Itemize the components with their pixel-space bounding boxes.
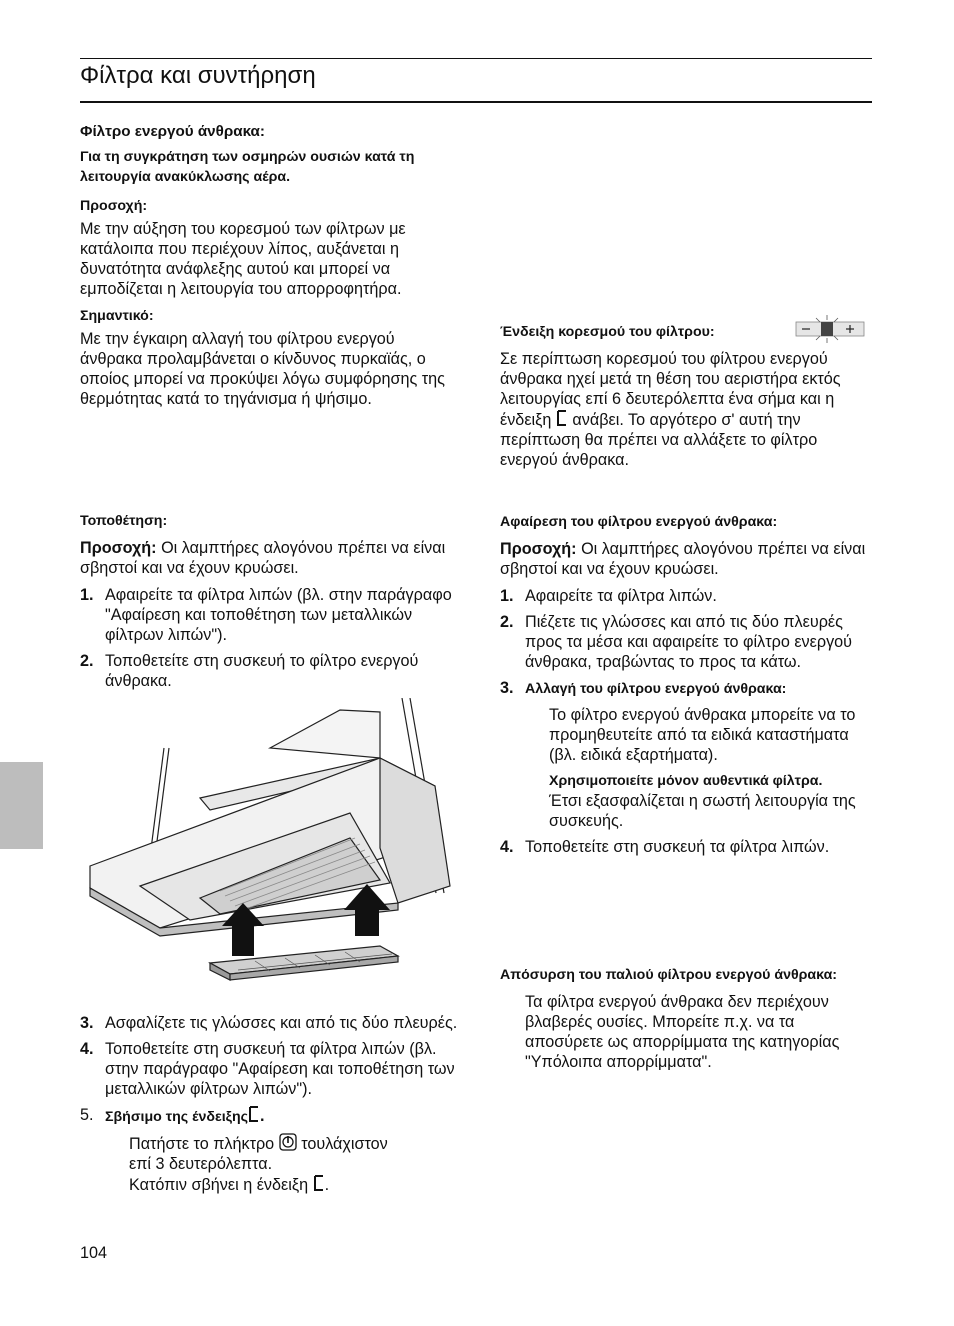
indicator-text-a: Σε περίπτωση κορεσμού του φίλτρου ενεργού άνθρακα ηχεί μετά τη θέση του αεριστήρα εκτός λειτουργίας επί 6 δευτερόλεπτα ένα σήμα και η ένδειξη — [500, 350, 841, 429]
list-item — [80, 1013, 460, 1033]
indicator-text-b: ανάβει. Το αργότερο σ' αυτή την περίπτωση θα πρέπει να αλλάξετε το φίλτρο ενεργού άνθρακα. — [500, 411, 818, 469]
disposal-text: Τα φίλτρα ενεργού άνθρακα δεν περιέχουν βλαβερές ουσίες. Μπορείτε π.χ. να τα αποσύρετε ως απορρίμματα της κατηγορίας "Υπόλοιπα απορρίμματα". — [525, 993, 840, 1071]
install-steps-b-section — [80, 1013, 460, 1195]
title-rule — [80, 101, 872, 103]
list-item — [500, 612, 872, 672]
install-caution-label: Προσοχή: — [80, 539, 157, 557]
step-text: Τοποθετείτε στη συσκευή το φίλτρο ενεργού άνθρακα. — [105, 652, 419, 690]
step-number: 3. — [80, 1014, 94, 1032]
indicator-heading: Ένδειξη κορεσμού του φίλτρου: — [500, 324, 715, 340]
removal-heading: Αφαίρεση του φίλτρου ενεργού άνθρακα: — [500, 514, 778, 530]
step-number: 5. — [80, 1106, 94, 1124]
step-number: 2. — [500, 613, 514, 631]
step5-body — [80, 1133, 460, 1195]
install-section — [80, 511, 460, 691]
list-item — [500, 586, 872, 606]
step5-line1 — [129, 1133, 460, 1154]
step-number: 3. — [500, 679, 514, 697]
list-item — [80, 585, 460, 645]
step3-label: Αλλαγή του φίλτρου ενεργού άνθρακα: — [525, 681, 787, 697]
step-number: 2. — [80, 652, 94, 670]
step-text: Αφαιρείτε τα φίλτρα λιπών (βλ. στην παράγραφο "Αφαίρεση και τοποθέτηση των μεταλλικών φίλτρων λιπών"). — [105, 586, 452, 644]
power-button-icon — [279, 1133, 297, 1151]
install-heading: Τοποθέτηση: — [80, 513, 168, 529]
removal-caution-label: Προσοχή: — [500, 540, 577, 558]
step5-line3: Κατόπιν σβήνει η ένδειξη . — [129, 1176, 330, 1194]
step5-text-b: τουλάχιστον — [301, 1135, 388, 1153]
step-text: Αφαιρείτε τα φίλτρα λιπών. — [525, 587, 717, 605]
step5-text-a: Πατήστε το πλήκτρο — [129, 1135, 275, 1153]
control-panel-indicator-icon — [794, 314, 866, 344]
step3-body — [500, 705, 872, 831]
important-text: Με την έγκαιρη αλλαγή του φίλτρου ενεργού άνθρακα προλαμβάνεται ο κίνδυνος πυρκαϊάς, ο οποίος μπορεί να προκύψει λόγω συμφόρησης της θερμότητας κατά το τηγάνισμα ή ψήσιμο. — [80, 330, 445, 408]
step-text: Τοποθετείτε στη συσκευή τα φίλτρα λιπών (βλ. στην παράγραφο "Αφαίρεση και τοποθέτηση των μεταλλικών φίλτρων λιπών"). — [105, 1040, 455, 1098]
step-text: Τοποθετείτε στη συσκευή τα φίλτρα λιπών. — [525, 838, 830, 856]
up-arrow-icon — [344, 884, 390, 936]
install-steps-b — [80, 1013, 460, 1127]
filter-indicator-icon — [248, 1105, 260, 1123]
step-number: 1. — [500, 587, 514, 605]
step3-text: Το φίλτρο ενεργού άνθρακα μπορείτε να το προμηθευτείτε από τα ειδικά καταστήματα (βλ. ειδικά εξαρτήματα). — [549, 706, 856, 764]
removal-caution-text: Οι λαμπτήρες αλογόνου πρέπει να είναι σβηστοί και να έχουν κρυώσει. — [500, 540, 866, 578]
list-item — [500, 837, 872, 857]
step-text: Ασφαλίζετε τις γλώσσες και από τις δύο πλευρές. — [105, 1014, 458, 1032]
step5-line2: επί 3 δευτερόλεπτα. — [129, 1155, 273, 1173]
hood-filter-illustration — [80, 698, 460, 990]
indicator-section — [500, 322, 872, 470]
removal-caution — [500, 539, 872, 579]
top-rule — [80, 58, 872, 59]
disposal-heading: Απόσυρση του παλιού φίλτρου ενεργού άνθρακα: — [500, 967, 838, 983]
important-label: Σημαντικό: — [80, 308, 154, 324]
left-column-top — [80, 122, 460, 409]
filter-indicator-icon — [556, 409, 568, 427]
caution-label: Προσοχή: — [80, 198, 148, 214]
install-caution — [80, 538, 460, 578]
step3-bold: Χρησιμοποιείτε μόνον αυθεντικά φίλτρα. — [549, 773, 823, 789]
filter-indicator-icon — [313, 1174, 325, 1192]
step-number: 4. — [80, 1040, 94, 1058]
disposal-section — [500, 965, 872, 1072]
lead-text: Για τη συγκράτηση των οσμηρών ουσιών κατά τη λειτουργία ανακύκλωσης αέρα. — [80, 149, 415, 185]
section-heading: Φίλτρο ενεργού άνθρακα: — [80, 123, 265, 140]
list-item: 5. Σβήσιμο της ένδειξης . — [80, 1106, 265, 1125]
install-caution-text: Οι λαμπτήρες αλογόνου πρέπει να είναι σβηστοί και να έχουν κρυώσει. — [80, 539, 446, 577]
list-item — [80, 1039, 460, 1099]
step5-text-c: Κατόπιν σβήνει η ένδειξη — [129, 1176, 309, 1194]
list-item — [500, 678, 872, 699]
indicator-text — [500, 349, 872, 470]
step-number: 4. — [500, 838, 514, 856]
install-steps-a — [80, 585, 460, 691]
step-text: Πιέζετε τις γλώσσες και από τις δύο πλευρές προς τα μέσα και αφαιρείτε το φίλτρο ενεργού άνθρακα, τραβώντας το προς τα κάτω. — [525, 613, 853, 671]
page-number: 104 — [80, 1244, 108, 1262]
step3-text2: Έτσι εξασφαλίζεται η σωστή λειτουργία της συσκευής. — [549, 792, 856, 830]
list-item — [80, 651, 460, 691]
side-tab-marker — [0, 762, 43, 849]
removal-section — [500, 512, 872, 857]
removal-steps — [500, 586, 872, 699]
page-title: Φίλτρα και συντήρηση — [80, 62, 316, 89]
step-number: 1. — [80, 586, 94, 604]
removal-steps-end — [500, 837, 872, 857]
caution-text: Με την αύξηση του κορεσμού των φίλτρων με κατάλοιπα που περιέχουν λίπος, αυξάνεται η δυνατότητα ανάφλεξης αυτού και μπορεί να εμποδίζεται η λειτουργία του απορροφητήρα. — [80, 220, 406, 298]
step5-label: Σβήσιμο της ένδειξης — [105, 1109, 249, 1125]
